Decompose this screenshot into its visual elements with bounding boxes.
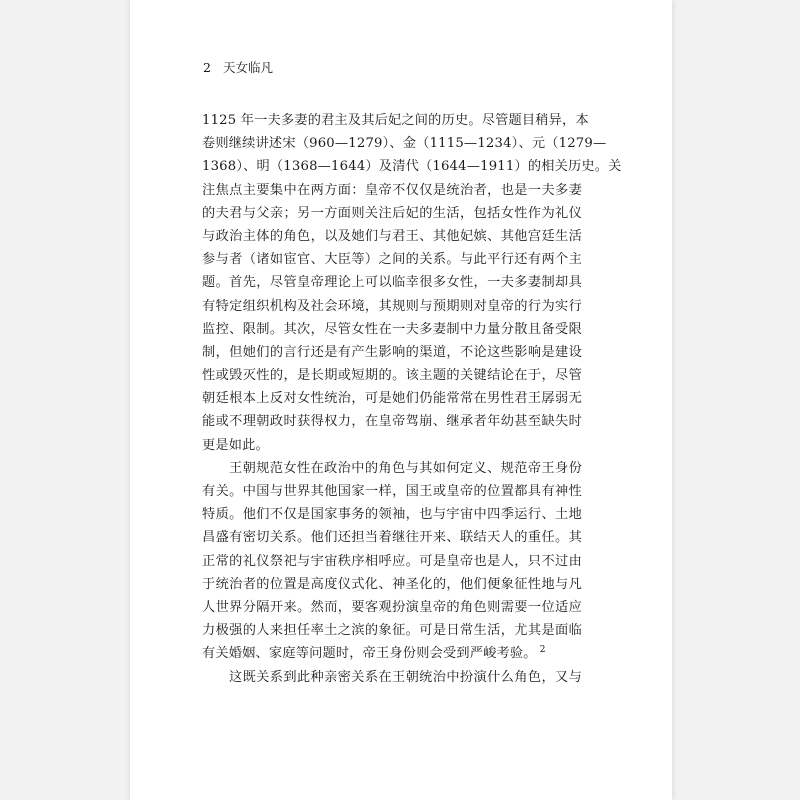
line-text: 这既关系到此种亲密关系在王朝统治中扮演什么角色，又与 xyxy=(229,669,582,685)
line-text: 1125 年一夫多妻的君主及其后妃之间的历史。尽管题目稍异，本 xyxy=(202,113,589,128)
text-line xyxy=(202,573,582,596)
text-line xyxy=(202,179,582,202)
text-line xyxy=(202,155,622,178)
text-line xyxy=(202,410,582,433)
text-line xyxy=(202,596,582,619)
footnote-marker: 2 xyxy=(539,644,546,655)
line-text: 有关。中国与世界其他国家一样，国王或皇帝的位置都具有神性 xyxy=(202,484,582,499)
text-line xyxy=(202,109,589,132)
paragraph xyxy=(202,457,582,666)
book-page xyxy=(130,0,672,800)
text-line xyxy=(202,503,582,526)
line-text: 更是如此。 xyxy=(202,437,269,453)
text-line xyxy=(202,318,582,341)
text-line xyxy=(202,225,582,248)
text-line xyxy=(202,202,582,225)
text-line xyxy=(202,457,582,480)
text-line xyxy=(202,364,582,387)
text-line xyxy=(202,434,582,457)
line-text: 王朝规范女性在政治中的角色与其如何定义、规范帝王身份 xyxy=(229,460,582,476)
line-text: 有关婚姻、家庭等问题时，帝王身份则会受到严峻考验。 xyxy=(202,646,537,662)
line-text: 人世界分隔开来。然而，要客观扮演皇帝的角色则需要一位适应 xyxy=(202,599,582,615)
line-text: 有特定组织机构及社会环境，其规则与预期则对皇帝的行为实行 xyxy=(202,298,582,314)
line-text: 制，但她们的言行还是有产生影响的渠道，不论这些影响是建设 xyxy=(202,344,582,360)
line-text: 特质。他们不仅是国家事务的领袖，也与宇宙中四季运行、土地 xyxy=(202,507,582,523)
text-line xyxy=(202,341,582,364)
text-line xyxy=(202,642,582,665)
running-head xyxy=(203,60,273,76)
line-text: 昌盛有密切关系。他们还担当着继往开来、联结天人的重任。其 xyxy=(202,530,582,546)
running-title: 天女临凡 xyxy=(222,60,273,75)
text-line xyxy=(202,295,582,318)
line-text: 于统治者的位置是高度仪式化、神圣化的，他们便象征性地与凡 xyxy=(202,576,582,592)
line-text: 性或毁灭性的，是长期或短期的。该主题的关键结论在于，尽管 xyxy=(202,368,582,384)
line-text: 与政治主体的角色，以及她们与君王、其他妃嫔、其他宫廷生活 xyxy=(202,228,582,244)
line-text: 卷则继续讲述宋（960—1279）、金（1115—1234）、元（1279— xyxy=(202,136,607,152)
line-text: 1368）、明（1368—1644）及清代（1644—1911）的相关历史。关 xyxy=(202,159,622,175)
line-text: 能或不理朝政时获得权力，在皇帝驾崩、继承者年幼甚至缺失时 xyxy=(202,414,582,430)
line-text: 参与者（诸如宦官、大臣等）之间的关系。与此平行还有两个主 xyxy=(202,252,582,268)
text-line xyxy=(202,480,582,503)
line-text: 的夫君与父亲；另一方面则关注后妃的生活，包括女性作为礼仪 xyxy=(202,205,582,221)
text-line xyxy=(202,550,582,573)
text-line xyxy=(202,132,607,155)
paragraph xyxy=(202,666,582,689)
text-line xyxy=(202,271,582,294)
text-line xyxy=(202,248,582,271)
body-text xyxy=(202,109,622,689)
text-line xyxy=(202,526,582,549)
line-text: 题。首先，尽管皇帝理论上可以临幸很多女性，一夫多妻制却具 xyxy=(202,275,582,291)
text-line xyxy=(202,387,582,410)
line-text: 注焦点主要集中在两方面：皇帝不仅仅是统治者，也是一夫多妻 xyxy=(202,182,582,198)
text-line xyxy=(202,619,582,642)
line-text: 朝廷根本上反对女性统治，可是她们仍能常常在男性君王孱弱无 xyxy=(202,391,582,407)
line-text: 监控、限制。其次，尽管女性在一夫多妻制中力量分散且备受限 xyxy=(202,321,582,337)
line-text: 正常的礼仪祭祀与宇宙秩序相呼应。可是皇帝也是人，只不过由 xyxy=(202,553,582,569)
line-text: 力极强的人来担任率土之滨的象征。可是日常生活，尤其是面临 xyxy=(202,623,582,639)
text-line xyxy=(202,666,582,689)
page-number: 2 xyxy=(203,60,211,75)
paragraph xyxy=(202,109,622,457)
